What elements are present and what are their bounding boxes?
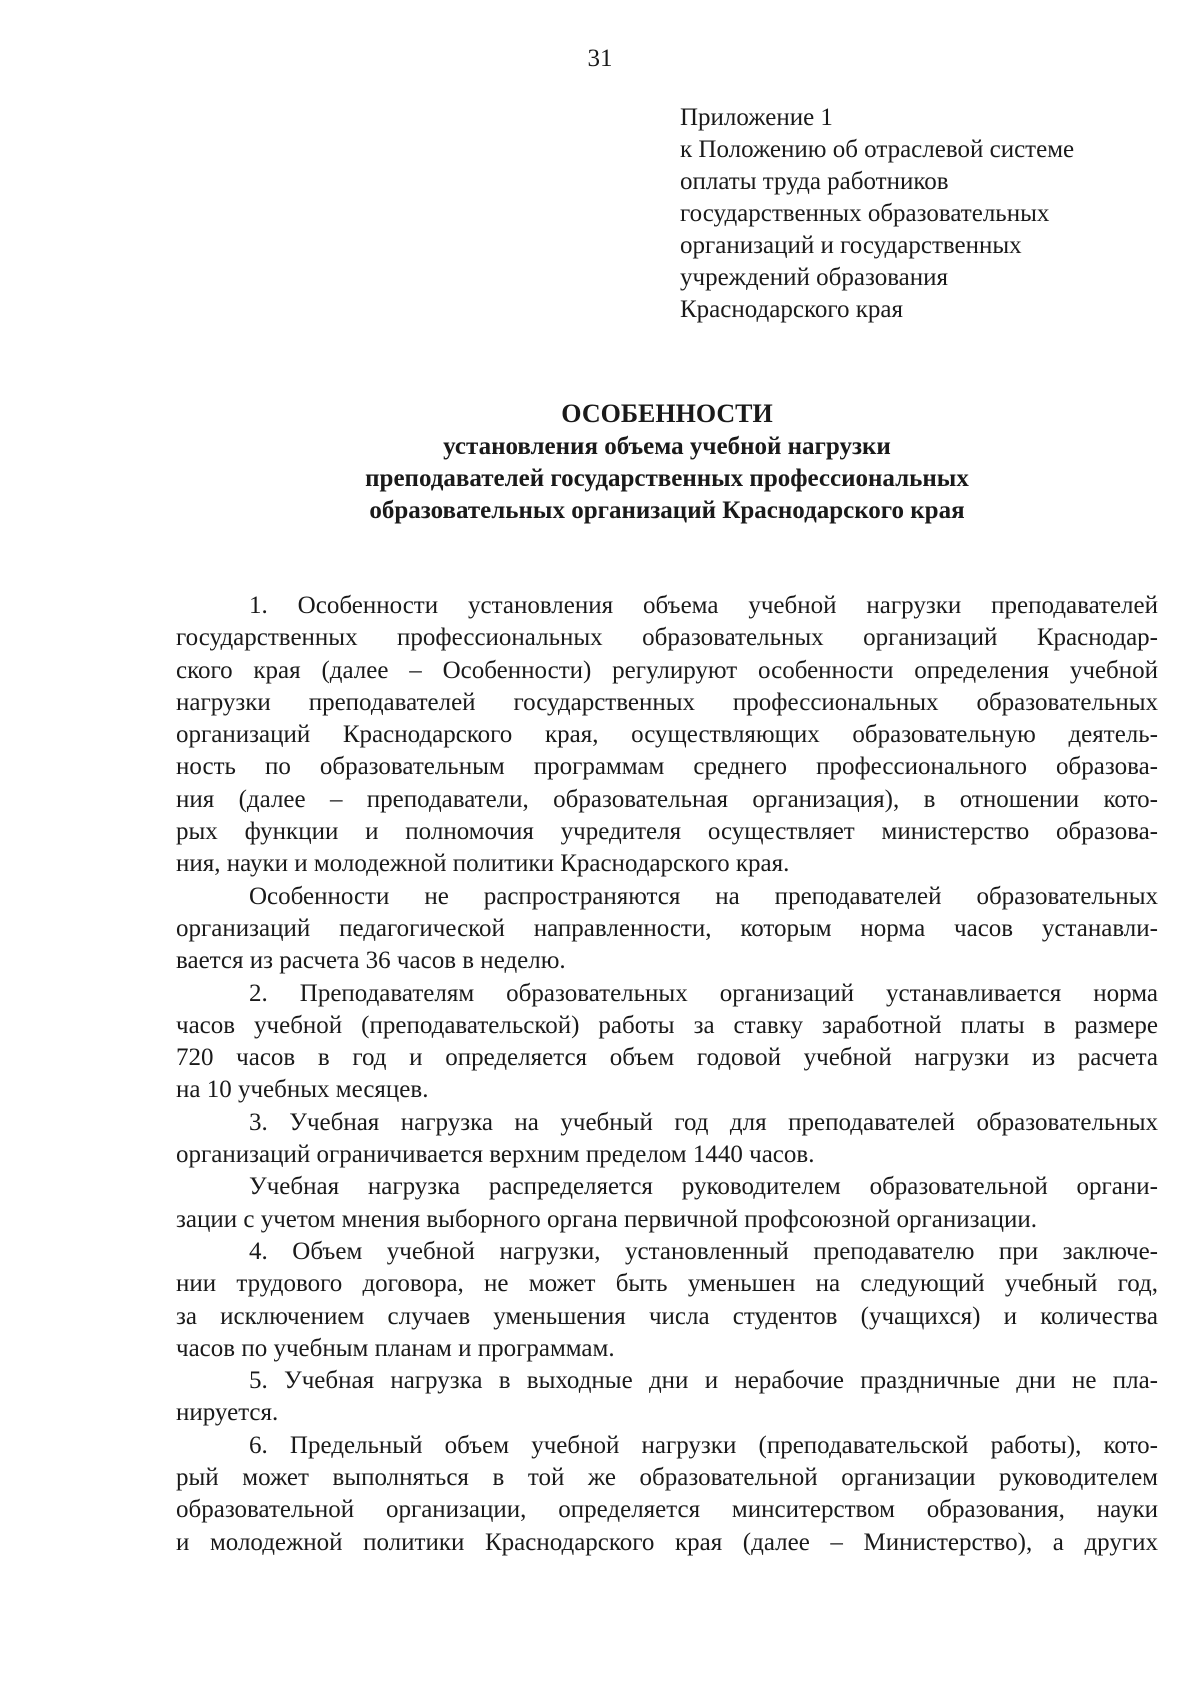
paragraph-8-line: и молодежной политики Краснодарского края (далее – Министерство), а других — [176, 1528, 1158, 1556]
paragraph-8-line: рый может выполняться в той же образовательной организации руководителем — [176, 1464, 1158, 1492]
appendix-line: учреждений образования — [680, 264, 949, 291]
paragraph-6-line: 4. Объем учебной нагрузки, установленный преподавателю при заключе- — [249, 1237, 1158, 1265]
appendix-line: организаций и государственных — [680, 232, 1022, 259]
paragraph-1-line: государственных профессиональных образовательных организаций Краснодар- — [176, 624, 1158, 652]
paragraph-2-line: вается из расчета 36 часов в неделю. — [176, 947, 566, 975]
paragraph-1-line: ния (далее – преподаватели, образовательная организация), в отношении кото- — [176, 785, 1158, 813]
paragraph-3-line: часов учебной (преподавательской) работы за ставку заработной платы в размере — [176, 1011, 1158, 1039]
appendix-line: Приложение 1 — [680, 104, 833, 131]
appendix-line: Краснодарского края — [680, 296, 903, 323]
paragraph-7-line: нируется. — [176, 1399, 279, 1427]
paragraph-6-line: часов по учебным планам и программам. — [176, 1334, 615, 1362]
paragraph-1-line: ния, науки и молодежной политики Краснодарского края. — [176, 850, 790, 878]
paragraph-6-line: нии трудового договора, не может быть уменьшен на следующий учебный год, — [176, 1270, 1158, 1298]
paragraph-2-line: организаций педагогической направленности, которым норма часов устанавли- — [176, 914, 1158, 942]
appendix-line: государственных образовательных — [680, 200, 1050, 227]
paragraph-7-line: 5. Учебная нагрузка в выходные дни и нерабочие праздничные дни не пла- — [249, 1367, 1158, 1395]
appendix-line: оплаты труда работников — [680, 168, 949, 195]
paragraph-2-line: Особенности не распространяются на преподавателей образовательных — [249, 882, 1158, 910]
title-subline: установления объема учебной нагрузки — [443, 433, 891, 460]
paragraph-1-line: ность по образовательным программам среднего профессионального образова- — [176, 753, 1158, 781]
document-title — [176, 398, 1158, 527]
paragraph-4-line: 3. Учебная нагрузка на учебный год для преподавателей образовательных — [249, 1108, 1158, 1136]
title-main: ОСОБЕННОСТИ — [561, 399, 773, 428]
paragraph-1-line: организаций Краснодарского края, осуществляющих образовательную деятель- — [176, 721, 1158, 749]
appendix-line: к Положению об отраслевой системе — [680, 136, 1075, 163]
paragraph-3-line: 720 часов в год и определяется объем годовой учебной нагрузки из расчета — [176, 1044, 1158, 1072]
title-subline: преподавателей государственных профессиональных — [365, 465, 969, 492]
paragraph-8-line: образовательной организации, определяется минситерством образования, науки — [176, 1496, 1158, 1524]
paragraph-8-line: 6. Предельный объем учебной нагрузки (преподавательской работы), кото- — [249, 1431, 1158, 1459]
body-text — [176, 590, 1158, 1559]
paragraph-1-line: рых функции и полномочия учредителя осуществляет министерство образова- — [176, 818, 1158, 846]
paragraph-1-line: нагрузки преподавателей государственных профессиональных образовательных — [176, 688, 1158, 716]
appendix-header — [680, 102, 1160, 326]
paragraph-5-line: Учебная нагрузка распределяется руководителем образовательной органи- — [249, 1173, 1158, 1201]
paragraph-3-line: на 10 учебных месяцев. — [176, 1076, 429, 1104]
paragraph-1-line: 1. Особенности установления объема учебной нагрузки преподавателей — [249, 592, 1158, 619]
paragraph-1-line: ского края (далее – Особенности) регулируют особенности определения учебной — [176, 656, 1158, 684]
paragraph-6-line: за исключением случаев уменьшения числа студентов (учащихся) и количества — [176, 1302, 1158, 1330]
paragraph-5-line: зации с учетом мнения выборного органа первичной профсоюзной организации. — [176, 1205, 1037, 1233]
page-number: 31 — [587, 45, 613, 72]
title-subline: образовательных организаций Краснодарского края — [369, 497, 965, 524]
paragraph-3-line: 2. Преподавателям образовательных организаций устанавливается норма — [249, 979, 1158, 1007]
paragraph-4-line: организаций ограничивается верхним пределом 1440 часов. — [176, 1141, 815, 1169]
